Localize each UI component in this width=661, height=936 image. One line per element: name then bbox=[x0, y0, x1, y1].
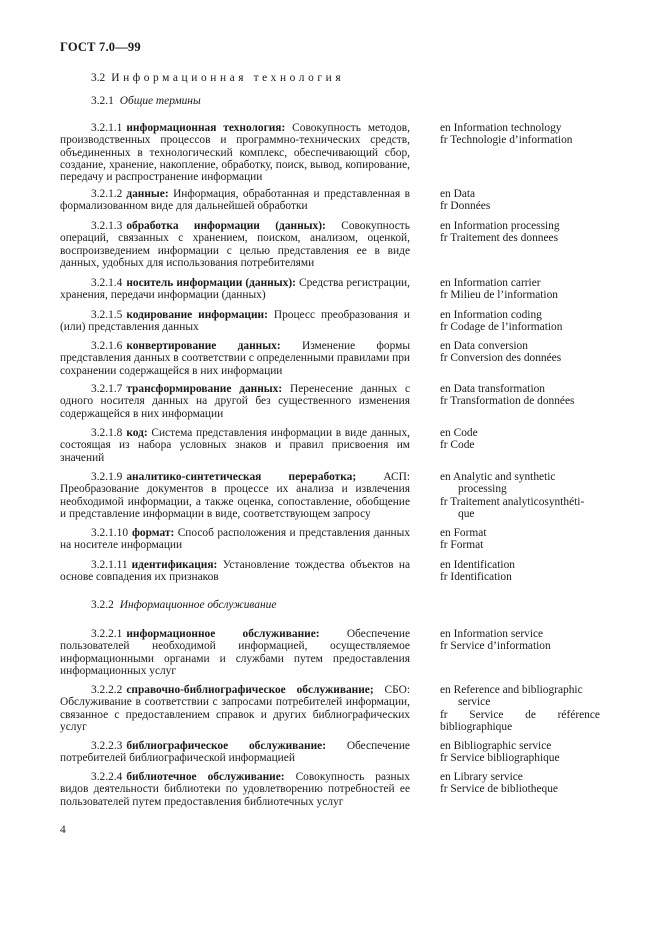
english-equivalent: en Data bbox=[440, 188, 476, 200]
term-number: 3.2.2.4 bbox=[91, 771, 123, 783]
term-definition-block bbox=[60, 684, 410, 733]
french-equivalent: fr Milieu de l’information bbox=[440, 289, 558, 302]
french-word: fr bbox=[440, 708, 448, 721]
term-definition-block bbox=[60, 277, 410, 302]
subsection-title: Информационное обслуживание bbox=[119, 599, 277, 611]
page-number: 4 bbox=[60, 824, 66, 836]
english-equivalent: en Code bbox=[440, 427, 478, 439]
english-equivalent: en Format bbox=[440, 527, 487, 539]
foreign-equivalents bbox=[440, 309, 602, 334]
foreign-equivalents bbox=[440, 383, 602, 408]
french-equivalent: fr Service d’information bbox=[440, 640, 551, 653]
section-title: Информационная технология bbox=[111, 72, 345, 84]
term-name: идентификация: bbox=[131, 559, 218, 571]
term-definition: Обеспечение потребителей библиографической информацией bbox=[60, 740, 410, 765]
foreign-equivalents bbox=[440, 340, 602, 365]
french-equivalent-continued: bibliographique bbox=[440, 720, 513, 733]
english-equivalent: en Library service bbox=[440, 771, 523, 783]
english-equivalent: en Analytic and synthetic bbox=[440, 471, 556, 483]
foreign-equivalents bbox=[440, 220, 602, 245]
term-number: 3.2.1.11 bbox=[91, 559, 128, 571]
foreign-equivalents bbox=[440, 628, 602, 653]
english-equivalent: en Information processing bbox=[440, 220, 560, 232]
term-name: библиотечное обслуживание: bbox=[126, 771, 285, 783]
foreign-equivalents bbox=[440, 559, 602, 584]
term-definition-block bbox=[60, 309, 410, 334]
term-name: информационная технология: bbox=[126, 122, 286, 134]
english-equivalent: en Bibliographic service bbox=[440, 740, 552, 752]
foreign-equivalents bbox=[440, 771, 602, 796]
subsection-heading bbox=[91, 599, 276, 611]
term-name: данные: bbox=[126, 188, 169, 200]
french-equivalent: fr Codage de l’information bbox=[440, 321, 563, 334]
foreign-equivalents bbox=[440, 684, 602, 733]
term-number: 3.2.1.8 bbox=[91, 427, 123, 439]
term-name: конвертирование данных: bbox=[126, 340, 281, 352]
term-definition-block bbox=[60, 188, 410, 213]
term-name: информационное обслуживание: bbox=[126, 628, 320, 640]
term-number: 3.2.1.2 bbox=[91, 188, 123, 200]
term-number: 3.2.1.10 bbox=[91, 527, 129, 539]
english-equivalent: en Information service bbox=[440, 628, 544, 640]
term-name: аналитико-синтетическая переработка; bbox=[126, 471, 357, 483]
french-equivalent: fr Traitement des donnees bbox=[440, 232, 558, 245]
french-equivalent: fr Conversion des données bbox=[440, 352, 562, 365]
term-definition: Совокупность операций, связанных с хранением, поиском, анализом, оценкой, воспроизведением информации с целью представления ее в виде данных, удобных для использования потребителями bbox=[60, 220, 410, 269]
section-number: 3.2 bbox=[91, 72, 106, 84]
term-number: 3.2.1.1 bbox=[91, 122, 123, 134]
french-word: Service bbox=[469, 708, 504, 721]
term-number: 3.2.1.5 bbox=[91, 309, 123, 321]
french-equivalent: fr Format bbox=[440, 539, 484, 552]
french-equivalent: fr Code bbox=[440, 439, 475, 452]
term-name: справочно-библиографическое обслуживание; bbox=[126, 684, 374, 696]
term-definition-block bbox=[60, 628, 410, 677]
term-definition: АСП: Преобразование документов в процессе их анализа и извлечения необходимой информации, а также оценка, сопоставление, обобщение и представление информации в виде, соответствующем запросу bbox=[60, 471, 410, 520]
section-heading bbox=[91, 72, 344, 84]
term-definition: Перенесение данных с одного носителя данных на другой без существенного изменения содержащейся в них информации bbox=[60, 383, 410, 420]
term-name: носитель информации (данных): bbox=[126, 277, 296, 289]
term-definition: Обеспечение пользователей необходимой информацией, осуществляемое информационными органами и службами путем предоставления информационных услуг bbox=[60, 628, 410, 677]
english-equivalent: en Information coding bbox=[440, 309, 542, 321]
subsection-number: 3.2.2 bbox=[91, 599, 114, 611]
term-number: 3.2.2.1 bbox=[91, 628, 123, 640]
term-name: код: bbox=[126, 427, 148, 439]
term-name: трансформирование данных: bbox=[126, 383, 283, 395]
subsection-heading bbox=[91, 95, 201, 107]
english-equivalent: en Information carrier bbox=[440, 277, 541, 289]
english-equivalent-continued: processing bbox=[458, 483, 507, 496]
english-equivalent-continued: service bbox=[458, 696, 491, 709]
term-number: 3.2.1.4 bbox=[91, 277, 123, 289]
english-equivalent: en Reference and bibliographic bbox=[440, 684, 583, 696]
term-definition: Средства регистрации, хранения, передачи информации (данных) bbox=[60, 277, 410, 302]
foreign-equivalents bbox=[440, 277, 602, 302]
english-equivalent: en Information technology bbox=[440, 122, 562, 134]
term-definition: Совокупность методов, производственных процессов и программно-технических средств, объединенных в технологический комплекс, обеспечивающий сбор, создание, хранение, накопление, обработку, поиск, вывод, копирование, передачу и распространение информации bbox=[60, 122, 410, 184]
term-definition-block bbox=[60, 471, 410, 520]
french-equivalent: fr Données bbox=[440, 200, 491, 213]
term-definition-block bbox=[60, 427, 410, 464]
term-definition: Информация, обработанная и представленная в формализованном виде для дальнейшей обработки bbox=[60, 188, 410, 213]
term-number: 3.2.1.7 bbox=[91, 383, 123, 395]
foreign-equivalents bbox=[440, 188, 602, 213]
term-definition-block bbox=[60, 740, 410, 765]
french-equivalent: fr Service de bibliotheque bbox=[440, 783, 558, 796]
french-equivalent: fr Technologie d’information bbox=[440, 134, 573, 147]
foreign-equivalents bbox=[440, 527, 602, 552]
foreign-equivalents bbox=[440, 122, 602, 147]
term-name: обработка информации (данных): bbox=[126, 220, 326, 232]
french-equivalent: fr Traitement analyticosynthéti- bbox=[440, 495, 585, 508]
french-equivalent bbox=[440, 709, 600, 721]
french-equivalent-continued: que bbox=[458, 507, 475, 520]
term-definition: Совокупность разных видов деятельности библиотеки по удовлетворению потребностей ее пользователей путем предоставления библиотечных услуг bbox=[60, 771, 410, 808]
french-word: de bbox=[525, 708, 536, 721]
term-definition-block bbox=[60, 383, 410, 420]
french-word: référence bbox=[557, 708, 600, 721]
term-definition: СБО: Обслуживание в соответствии с запросами потребителей информации, связанное с предоставлением справок и других библиографических услуг bbox=[60, 684, 410, 733]
term-definition-block bbox=[60, 771, 410, 808]
term-number: 3.2.2.3 bbox=[91, 740, 123, 752]
term-definition: Изменение формы представления данных в соответствии с определенными правилами при сохранении содержащейся в них информации bbox=[60, 340, 410, 377]
term-definition-block bbox=[60, 559, 410, 584]
term-number: 3.2.1.6 bbox=[91, 340, 123, 352]
term-definition: Процесс преобразования и (или) представления данных bbox=[60, 309, 410, 334]
subsection-number: 3.2.1 bbox=[91, 95, 114, 107]
foreign-equivalents bbox=[440, 427, 602, 452]
term-number: 3.2.2.2 bbox=[91, 684, 123, 696]
subsection-title: Общие термины bbox=[119, 95, 201, 107]
english-equivalent: en Data conversion bbox=[440, 340, 528, 352]
term-number: 3.2.1.9 bbox=[91, 471, 123, 483]
term-definition-block bbox=[60, 122, 410, 183]
term-definition: Система представления информации в виде данных, состоящая из набора условных знаков и правил присвоения им значений bbox=[60, 427, 410, 464]
term-name: кодирование информации: bbox=[126, 309, 268, 321]
term-definition-block bbox=[60, 527, 410, 552]
term-name: формат: bbox=[132, 527, 175, 539]
term-definition: Установление тождества объектов на основе совпадения их признаков bbox=[60, 559, 410, 584]
term-number: 3.2.1.3 bbox=[91, 220, 123, 232]
term-name: библиографическое обслуживание: bbox=[126, 740, 326, 752]
term-definition-block bbox=[60, 220, 410, 269]
foreign-equivalents bbox=[440, 471, 602, 520]
french-equivalent: fr Identification bbox=[440, 571, 512, 584]
english-equivalent: en Data transformation bbox=[440, 383, 546, 395]
french-equivalent: fr Transformation de données bbox=[440, 395, 575, 408]
term-definition: Способ расположения и представления данных на носителе информации bbox=[60, 527, 410, 552]
document-id: ГОСТ 7.0—99 bbox=[60, 40, 141, 54]
english-equivalent: en Identification bbox=[440, 559, 515, 571]
foreign-equivalents bbox=[440, 740, 602, 765]
french-equivalent: fr Service bibliographique bbox=[440, 752, 560, 765]
term-definition-block bbox=[60, 340, 410, 377]
